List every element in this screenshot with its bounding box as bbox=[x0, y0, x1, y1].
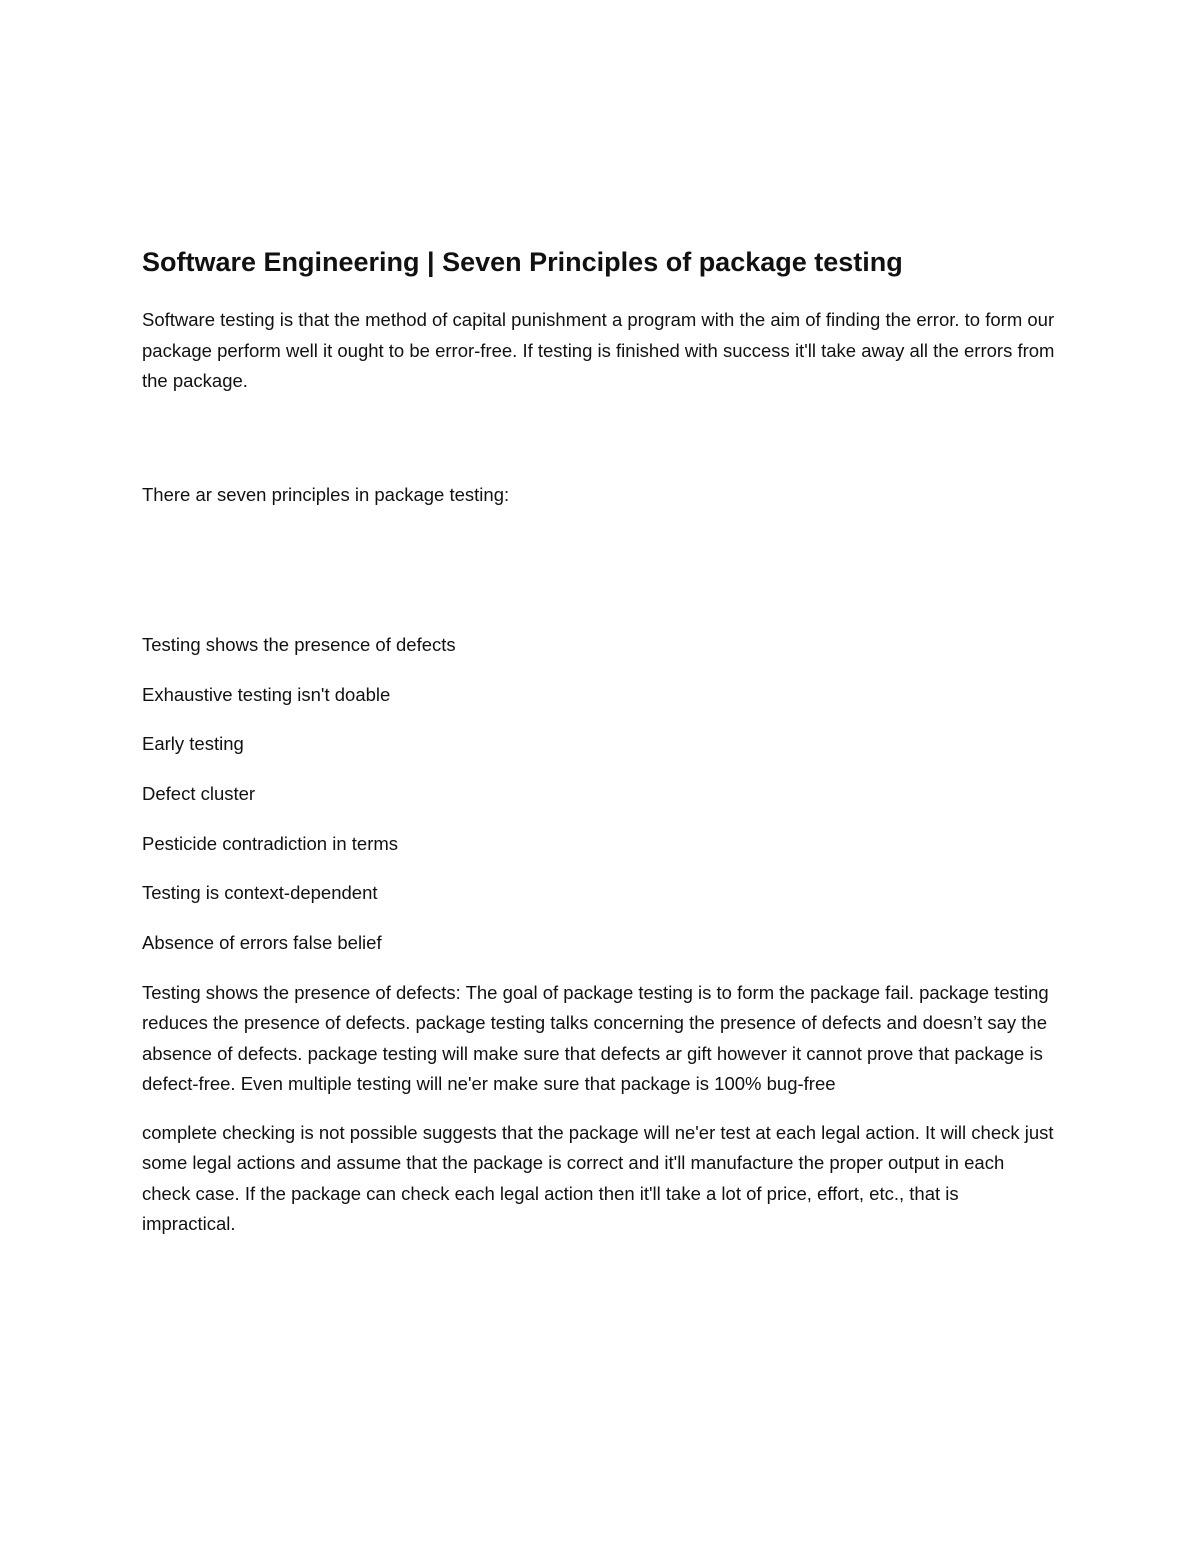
document-title: Software Engineering | Seven Principles of package testing bbox=[142, 247, 903, 277]
defects-paragraph: Testing shows the presence of defects: The goal of package testing is to form the package fail. package testing reduces the presence of defects. package testing talks concerning the presence of defects and doesn’t say the absence of defects. package testing will make sure that defects ar gift however it cannot prove that package is defect-free. Even multiple testing will ne'er make sure that package is 100% bug-free bbox=[142, 981, 1049, 1095]
list-item: Exhaustive testing isn't doable bbox=[142, 683, 391, 705]
principles-list bbox=[142, 630, 1057, 958]
exhaustive-testing-paragraph: complete checking is not possible suggests that the package will ne'er test at each legal action. It will check just some legal actions and assume that the package is correct and it'll manufacture the proper output in each check case. If the package can check each legal action then it'll take a lot of price, effort, etc., that is impractical. bbox=[142, 1121, 1054, 1235]
list-item: Testing shows the presence of defects bbox=[142, 634, 456, 655]
list-item: Early testing bbox=[142, 733, 244, 755]
list-item: Absence of errors false belief bbox=[142, 932, 382, 954]
list-item: Pesticide contradiction in terms bbox=[142, 832, 399, 854]
intro-paragraph: Software testing is that the method of capital punishment a program with the aim of finding the error. to form our package perform well it ought to be error-free. If testing is finished with success it'll take away all the errors from the package. bbox=[142, 309, 1055, 391]
principles-lead: There ar seven principles in package testing: bbox=[142, 483, 510, 505]
document-body bbox=[142, 244, 1057, 1240]
list-item: Defect cluster bbox=[142, 783, 256, 805]
list-item: Testing is context-dependent bbox=[142, 882, 378, 904]
